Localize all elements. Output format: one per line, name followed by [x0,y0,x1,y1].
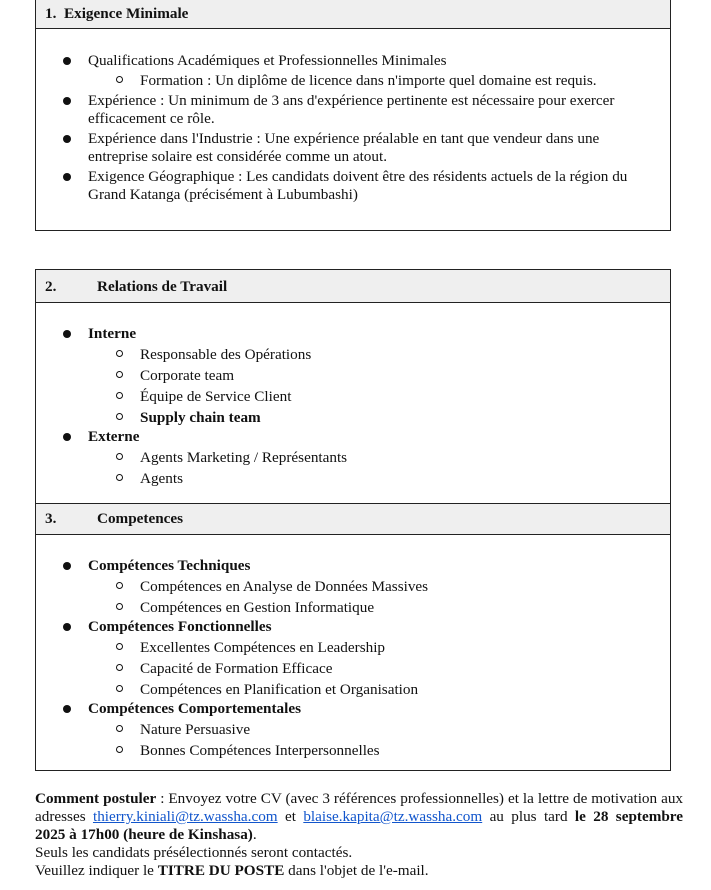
bullet-icon [63,330,71,338]
sub-list-item [36,658,660,679]
deadline-text: le 28 septembre 2025 à 17h00 (heure de Kinshasa) [35,808,683,843]
bullet-icon [63,173,71,181]
email-link-blaise[interactable]: blaise.kapita@tz.wassha.com [303,808,483,825]
sub-list-item [36,637,660,658]
section-title: Exigence Minimale [63,5,189,22]
circle-bullet-icon [116,746,123,753]
item-label: Externe [88,428,140,445]
sub-list-item [36,447,660,468]
circle-bullet-icon [116,413,123,420]
item-text: Bonnes Compétences Interpersonnelles [140,742,380,759]
subject-instruction [35,862,683,880]
bullet-icon [63,623,71,631]
bullet-icon [63,433,71,441]
bullet-icon [63,57,71,65]
apply-text: : Envoyez votre CV (avec 3 références professionnelles) et la lettre de motivation aux adresses [35,790,684,825]
bullet-icon [63,705,71,713]
item-text: Agents Marketing / Représentants [140,449,348,466]
section-title: Competences [97,510,184,527]
item-text: Compétences en Gestion Informatique [140,599,375,616]
bullet-icon [63,97,71,105]
section-number: 2. [45,278,57,295]
subject-end: dans l'objet de l'e-mail. [284,862,429,879]
item-text: Capacité de Formation Efficace [140,660,333,677]
item-text: Agents [140,470,184,487]
item-text: Qualifications Académiques et Professionnelles Minimales [88,52,447,69]
sub-list-item [36,740,660,761]
relations-list [36,325,660,489]
item-text: Compétences en Analyse de Données Massives [140,578,429,595]
subject-bold: TITRE DU POSTE [157,862,285,879]
sub-list-item [36,679,660,700]
item-label: Compétences Fonctionnelles [88,618,272,635]
apply-label: Comment postuler [35,790,157,807]
item-text: Nature Persuasive [140,721,251,738]
list-item-interne [36,325,660,428]
circle-bullet-icon [116,582,123,589]
shortlist-note: Seuls les candidats présélectionnés seront contactés. [35,844,353,861]
sub-list-item [36,576,660,597]
bullet-icon [63,562,71,570]
item-label: Compétences Techniques [88,557,251,574]
list-item [36,130,660,166]
circle-bullet-icon [116,453,123,460]
circle-bullet-icon [116,474,123,481]
section-header-competences [36,503,670,535]
circle-bullet-icon [116,664,123,671]
item-text: Formation : Un diplôme de licence dans n'importe quel domaine est requis. [140,72,597,89]
item-text: Compétences en Planification et Organisation [140,681,419,698]
application-instructions [35,790,683,880]
item-text: Responsable des Opérations [140,346,312,363]
circle-bullet-icon [116,685,123,692]
circle-bullet-icon [116,725,123,732]
sub-list-item [36,344,660,365]
section-work-relations [35,269,671,771]
item-label: Compétences Comportementales [88,700,301,717]
section-header [36,0,670,29]
section-number: 1. [45,5,57,22]
bullet-icon [63,135,71,143]
list-item-externe [36,428,660,489]
item-label: Interne [88,325,137,342]
list-item [36,92,660,128]
competences-list [36,557,660,761]
section-minimum-requirements [35,0,671,231]
item-text: Équipe de Service Client [140,388,292,405]
connector-text: et [277,808,304,825]
list-item [36,700,660,761]
item-text: Exigence Géographique : Les candidats doivent être des résidents actuels de la région du Grand Katanga (précisément à Lubumbashi) [88,168,628,203]
item-text: Expérience : Un minimum de 3 ans d'expérience pertinente est nécessaire pour exercer efficacement ce rôle. [88,92,615,127]
circle-bullet-icon [116,76,123,83]
section-number: 3. [45,510,57,527]
sub-list-item [36,365,660,386]
list-item [36,52,660,91]
sub-list-item [36,468,660,489]
list-item [36,557,660,618]
item-text: Expérience dans l'Industrie : Une expérience préalable en tant que vendeur dans une entreprise solaire est considérée comme un atout. [88,130,600,165]
sub-list-item [36,407,660,428]
list-item [36,618,660,700]
circle-bullet-icon [116,371,123,378]
section-header [36,270,670,303]
sub-list-item [36,70,660,91]
deadline-intro: au plus tard [482,808,575,825]
circle-bullet-icon [116,643,123,650]
item-text: Supply chain team [140,409,261,426]
circle-bullet-icon [116,350,123,357]
item-text: Corporate team [140,367,235,384]
sub-list-item [36,386,660,407]
how-to-apply-paragraph [35,790,683,844]
requirements-list [36,52,660,204]
item-text: Excellentes Compétences en Leadership [140,639,386,656]
email-link-thierry[interactable]: thierry.kiniali@tz.wassha.com [92,808,278,825]
period: . [252,826,257,843]
subject-intro: Veuillez indiquer le [35,862,158,879]
sub-list-item [36,719,660,740]
section-title: Relations de Travail [97,278,228,295]
circle-bullet-icon [116,603,123,610]
circle-bullet-icon [116,392,123,399]
sub-list-item [36,597,660,618]
list-item [36,168,660,204]
